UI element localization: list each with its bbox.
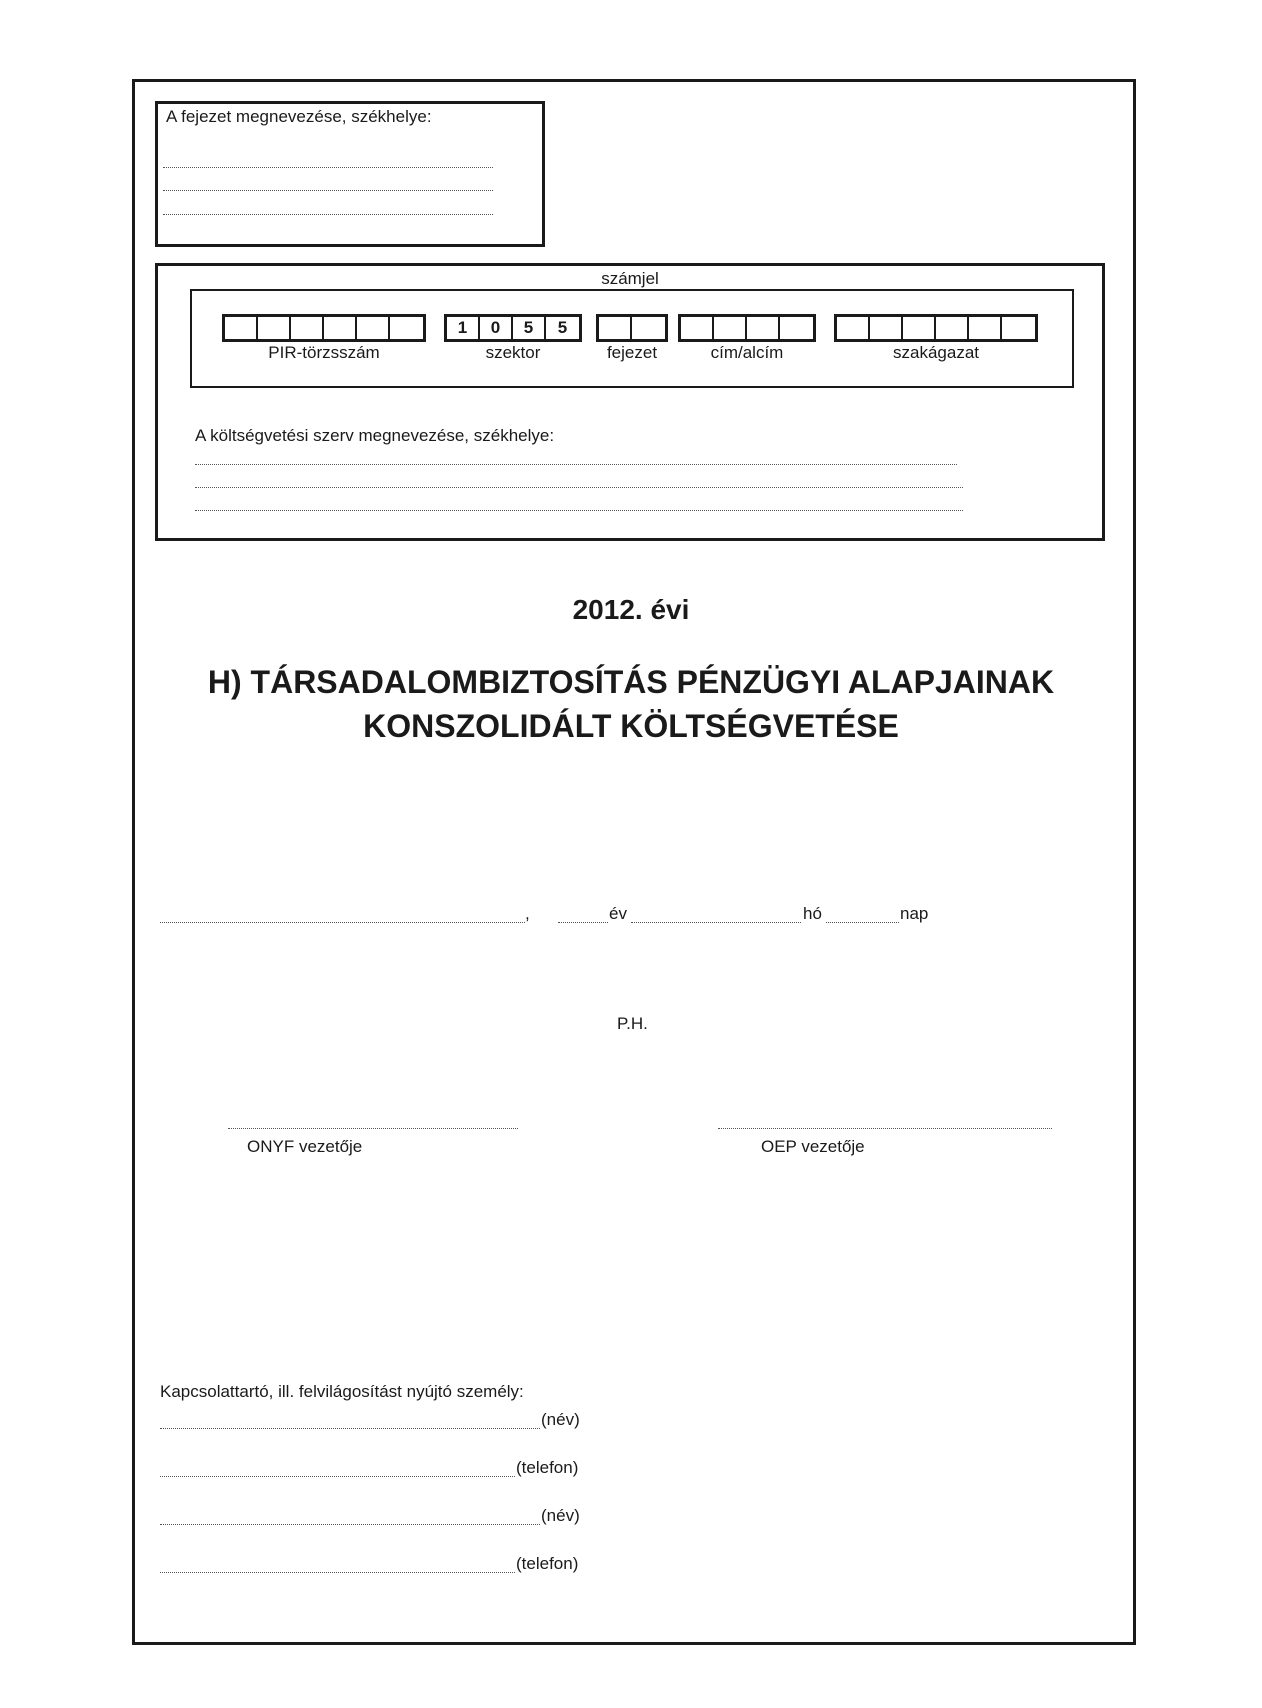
title-cells[interactable]	[678, 314, 816, 342]
chapter-box	[155, 101, 545, 247]
contact-phone-label-1: (telefon)	[516, 1458, 579, 1477]
account-number-box	[190, 289, 1074, 388]
branch-cell[interactable]	[969, 317, 1002, 339]
title-cell[interactable]	[780, 317, 813, 339]
sector-digit: 5	[513, 317, 546, 339]
year-line[interactable]	[558, 922, 608, 923]
chapter-line-1[interactable]	[163, 167, 493, 168]
title-cell[interactable]	[747, 317, 780, 339]
branch-cell[interactable]	[903, 317, 936, 339]
account-heading: számjel	[601, 269, 659, 288]
place-line[interactable]	[160, 922, 525, 923]
onyf-signature-line[interactable]	[228, 1128, 518, 1129]
branch-cell[interactable]	[1002, 317, 1035, 339]
pir-cell[interactable]	[324, 317, 357, 339]
chapter-line-3[interactable]	[163, 214, 493, 215]
title-caption: cím/alcím	[710, 343, 784, 362]
month-label: hó	[803, 904, 822, 923]
sector-digit: 5	[557, 318, 568, 337]
chapter-cells[interactable]	[596, 314, 668, 342]
branch-cell[interactable]	[936, 317, 969, 339]
contact-heading: Kapcsolattartó, ill. felvilágosítást nyújtó személy:	[160, 1382, 524, 1401]
pir-cell[interactable]	[390, 317, 423, 339]
chapter-cell[interactable]	[632, 317, 665, 339]
onyf-signature-label: ONYF vezetője	[247, 1137, 363, 1156]
document-title	[0, 660, 1262, 748]
contact-phone-label-2: (telefon)	[516, 1554, 579, 1573]
pir-cell[interactable]	[291, 317, 324, 339]
sector-digit: 0	[480, 317, 513, 339]
org-label: A költségvetési szerv megnevezése, székhelye:	[195, 426, 555, 445]
org-line-3[interactable]	[195, 510, 963, 511]
pir-cells[interactable]	[222, 314, 426, 342]
org-line-2[interactable]	[195, 487, 963, 488]
contact-name-label-2: (név)	[541, 1506, 580, 1525]
contact-name-line-2[interactable]	[160, 1524, 540, 1525]
day-label: nap	[900, 904, 929, 923]
year-label: év	[609, 904, 627, 923]
sector-caption: szektor	[485, 343, 541, 362]
branch-cells[interactable]	[834, 314, 1038, 342]
chapter-cell[interactable]	[599, 317, 632, 339]
place-comma: ,	[525, 904, 530, 923]
contact-phone-line-1[interactable]	[160, 1476, 515, 1477]
chapter-caption: fejezet	[606, 343, 658, 362]
sector-digit: 1	[447, 317, 480, 339]
chapter-label: A fejezet megnevezése, székhelye:	[166, 107, 432, 126]
stamp-placeholder: P.H.	[617, 1014, 648, 1033]
contact-name-line-1[interactable]	[160, 1428, 540, 1429]
contact-name-label-1: (név)	[541, 1410, 580, 1429]
pir-cell[interactable]	[357, 317, 390, 339]
contact-phone-line-2[interactable]	[160, 1572, 515, 1573]
pir-cell[interactable]	[258, 317, 291, 339]
account-box	[155, 263, 1105, 541]
oep-signature-line[interactable]	[718, 1128, 1052, 1129]
branch-caption: szakágazat	[893, 343, 979, 362]
pir-caption: PIR-törzsszám	[268, 343, 380, 362]
branch-cell[interactable]	[870, 317, 903, 339]
title-cell[interactable]	[681, 317, 714, 339]
oep-signature-label: OEP vezetője	[761, 1137, 865, 1156]
month-line[interactable]	[631, 922, 801, 923]
title-cell[interactable]	[714, 317, 747, 339]
pir-cell[interactable]	[225, 317, 258, 339]
branch-cell[interactable]	[837, 317, 870, 339]
document-year: 2012. évi	[572, 594, 690, 625]
document-title-line-2: KONSZOLIDÁLT KÖLTSÉGVETÉSE	[363, 708, 899, 744]
chapter-line-2[interactable]	[163, 190, 493, 191]
sector-cells	[444, 314, 582, 342]
document-title-line-1: H) TÁRSADALOMBIZTOSÍTÁS PÉNZÜGYI ALAPJAINAK	[207, 664, 1055, 700]
org-line-1[interactable]	[195, 464, 957, 465]
day-line[interactable]	[826, 922, 899, 923]
